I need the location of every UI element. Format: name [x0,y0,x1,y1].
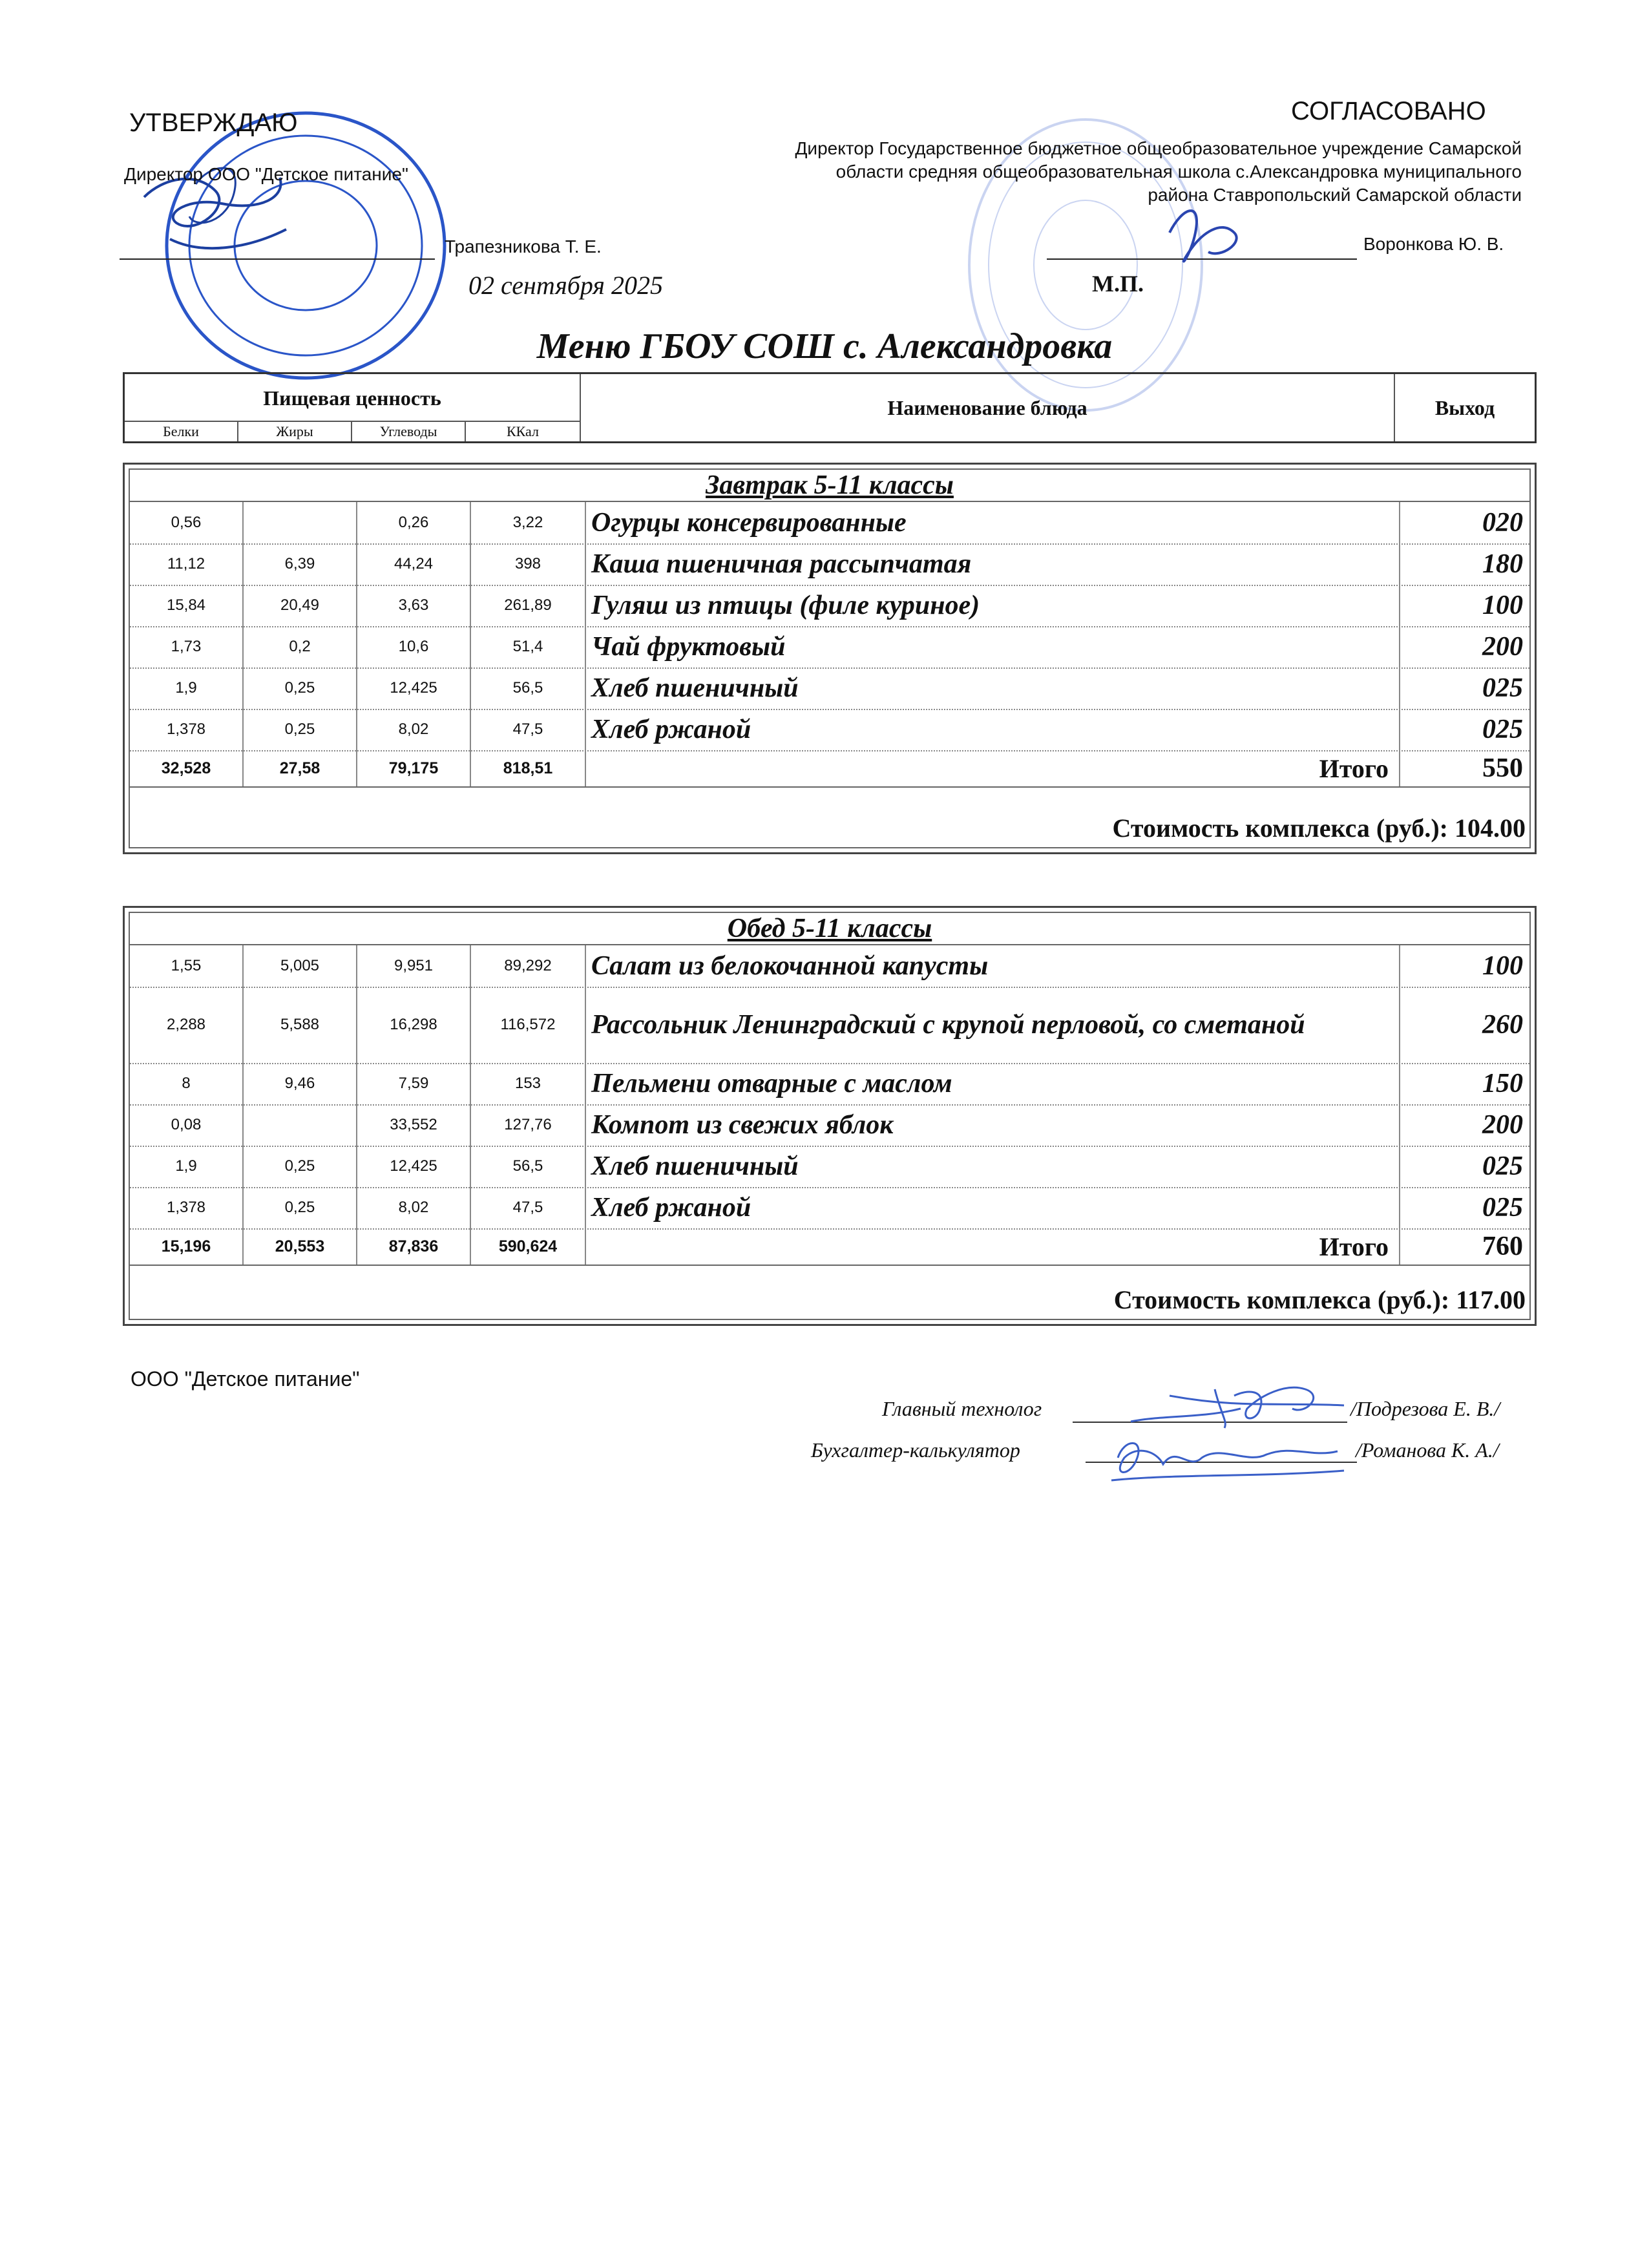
carbs-cell: 8,02 [357,1187,471,1228]
total-carbs: 87,836 [357,1228,471,1265]
dish-name-cell: Гуляш из птицы (филе куриное) [586,585,1400,626]
total-row [130,750,1529,788]
carbs-cell: 44,24 [357,543,471,585]
total-fats: 20,553 [244,1228,357,1265]
header-nutrition: Пищевая ценность [125,374,581,422]
kcal-cell: 3,22 [471,502,586,543]
yield-cell: 200 [1482,1110,1523,1140]
dish-name-cell: Каша пшеничная рассыпчатая [586,543,1400,585]
proteins-cell: 1,55 [130,945,244,987]
breakfast-block [123,463,1537,854]
approve-signature-line [120,258,435,260]
kcal-cell: 47,5 [471,709,586,750]
carbs-cell: 33,552 [357,1104,471,1146]
kcal-cell: 398 [471,543,586,585]
header-fats: Жиры [238,422,352,441]
carbs-cell: 0,26 [357,502,471,543]
menu-row [130,945,1529,988]
agree-title: СОГЛАСОВАНО [1291,97,1486,125]
yield-cell: 025 [1482,1193,1523,1223]
lunch-title: Обед 5-11 классы [130,913,1529,945]
footer-organization: ООО "Детское питание" [131,1367,360,1391]
accountant-signature-image [1098,1419,1357,1490]
header-kcal: ККал [466,422,581,441]
dish-name-cell: Хлеб ржаной [586,1187,1400,1228]
kcal-cell: 56,5 [471,667,586,709]
dish-name-cell: Чай фруктовый [586,626,1400,667]
kcal-cell: 116,572 [471,987,586,1063]
total-carbs: 79,175 [357,750,471,786]
carbs-cell: 16,298 [357,987,471,1063]
agree-position-line: области средняя общеобразовательная школа с.Александровка муниципального [835,162,1522,182]
yield-cell: 025 [1482,715,1523,744]
dish-name-cell: Огурцы консервированные [586,502,1400,543]
fats-cell: 0,25 [244,1146,357,1187]
proteins-cell: 1,9 [130,667,244,709]
breakfast-cost: Стоимость комплекса (руб.): 104.00 [1112,814,1526,843]
kcal-cell: 127,76 [471,1104,586,1146]
agree-name: Воронкова Ю. В. [1363,234,1504,254]
menu-row [130,709,1529,751]
fats-cell: 5,588 [244,987,357,1063]
breakfast-title: Завтрак 5-11 классы [130,470,1529,502]
total-fats: 27,58 [244,750,357,786]
breakfast-inner [129,468,1531,848]
menu-row [130,585,1529,627]
total-kcal: 818,51 [471,750,586,786]
proteins-cell: 0,08 [130,1104,244,1146]
agree-position-line: района Ставропольский Самарской области [1148,185,1522,205]
proteins-cell: 11,12 [130,543,244,585]
fats-cell [244,502,357,543]
yield-cell: 150 [1482,1069,1523,1098]
menu-row [130,502,1529,545]
yield-cell: 025 [1482,1151,1523,1181]
dish-name-cell: Хлеб ржаной [586,709,1400,750]
carbs-cell: 8,02 [357,709,471,750]
footer-accountant-name: /Романова К. А./ [1356,1438,1499,1462]
proteins-cell: 8 [130,1063,244,1104]
agree-position-line: Директор Государственное бюджетное общеобразовательное учреждение Самарской [795,138,1522,158]
dish-name-cell: Пельмени отварные с маслом [586,1063,1400,1104]
fats-cell: 6,39 [244,543,357,585]
total-label: Итого [586,750,1400,786]
yield-cell: 100 [1482,951,1523,981]
carbs-cell: 12,425 [357,1146,471,1187]
header-carbs: Углеводы [352,422,466,441]
fats-cell: 20,49 [244,585,357,626]
menu-row [130,1104,1529,1147]
footer-accountant-label: Бухгалтер-калькулятор [811,1438,1020,1462]
seal-label: М.П. [1092,271,1144,297]
proteins-cell: 15,84 [130,585,244,626]
menu-row [130,1063,1529,1106]
fats-cell [244,1104,357,1146]
carbs-cell: 12,425 [357,667,471,709]
proteins-cell: 1,9 [130,1146,244,1187]
dish-name-cell: Салат из белокочанной капусты [586,945,1400,987]
approve-name: Трапезникова Т. Е. [445,236,602,257]
proteins-cell: 1,378 [130,1187,244,1228]
carbs-cell: 9,951 [357,945,471,987]
total-row [130,1228,1529,1266]
carbs-cell: 10,6 [357,626,471,667]
yield-cell: 100 [1482,591,1523,620]
carbs-cell: 3,63 [357,585,471,626]
yield-cell: 200 [1482,632,1523,662]
total-kcal: 590,624 [471,1228,586,1265]
kcal-cell: 89,292 [471,945,586,987]
yield-cell: 180 [1482,549,1523,579]
kcal-cell: 47,5 [471,1187,586,1228]
total-proteins: 15,196 [130,1228,244,1265]
carbs-cell: 7,59 [357,1063,471,1104]
kcal-cell: 261,89 [471,585,586,626]
menu-row [130,543,1529,586]
lunch-cost: Стоимость комплекса (руб.): 117.00 [1113,1285,1526,1314]
total-yield: 760 [1482,1232,1523,1261]
menu-title: Меню ГБОУ СОШ с. Александровка [536,326,1113,366]
lunch-inner [129,912,1531,1320]
kcal-cell: 51,4 [471,626,586,667]
yield-cell: 260 [1482,1010,1523,1040]
dish-name-cell: Компот из свежих яблок [586,1104,1400,1146]
header-yield: Выход [1434,396,1495,419]
total-label: Итого [586,1228,1400,1265]
fats-cell: 0,25 [244,667,357,709]
footer-tech-name: /Подрезова Е. В./ [1350,1397,1500,1420]
menu-row [130,1146,1529,1188]
approve-position: Директор ООО "Детское питание" [124,164,408,184]
kcal-cell: 56,5 [471,1146,586,1187]
fats-cell: 0,25 [244,709,357,750]
menu-row [130,1187,1529,1230]
lunch-block [123,906,1537,1326]
footer-tech-label: Главный технолог [882,1397,1042,1420]
yield-cell: 020 [1482,508,1523,538]
fats-cell: 5,005 [244,945,357,987]
menu-row [130,987,1529,1064]
agree-position [717,137,1522,207]
fats-cell: 0,25 [244,1187,357,1228]
proteins-cell: 2,288 [130,987,244,1063]
total-yield: 550 [1482,753,1523,783]
column-header-table [123,372,1537,443]
approve-title: УТВЕРЖДАЮ [129,109,298,137]
approve-date: 02 сентября 2025 [468,271,663,300]
header-dish-name: Наименование блюда [581,374,1395,441]
proteins-cell: 1,73 [130,626,244,667]
yield-cell: 025 [1482,673,1523,703]
kcal-cell: 153 [471,1063,586,1104]
dish-name-cell: Хлеб пшеничный [586,1146,1400,1187]
total-proteins: 32,528 [130,750,244,786]
fats-cell: 9,46 [244,1063,357,1104]
proteins-cell: 0,56 [130,502,244,543]
agree-signature-image [1157,194,1254,278]
proteins-cell: 1,378 [130,709,244,750]
dish-name-cell: Рассольник Ленинградский с крупой перловой, со сметаной [586,987,1400,1063]
header-proteins: Белки [125,422,238,441]
menu-row [130,667,1529,710]
dish-name-cell: Хлеб пшеничный [586,667,1400,709]
fats-cell: 0,2 [244,626,357,667]
menu-row [130,626,1529,669]
